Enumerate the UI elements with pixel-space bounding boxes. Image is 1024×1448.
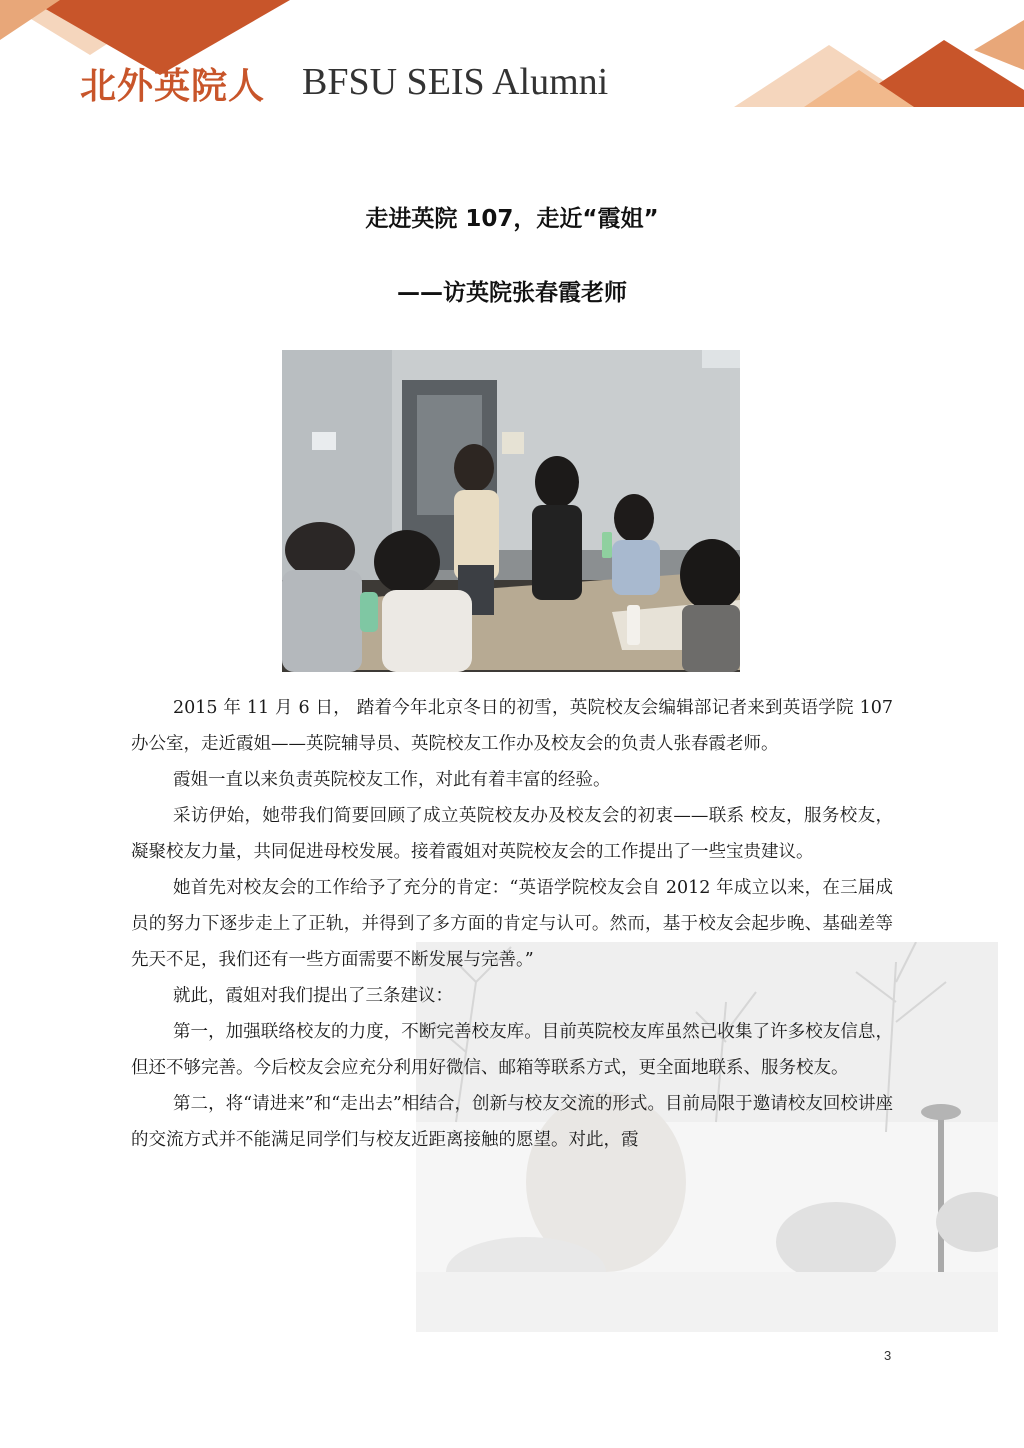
paragraph: 霞姐一直以来负责英院校友工作，对此有着丰富的经验。 [173,770,611,790]
article-subtitle: ——访英院张春霞老师 [397,280,627,306]
article-body [131,690,893,1158]
page-number: 3 [884,1348,892,1363]
paragraph: 第二，将“请进来”和“走出去”相结合，创新与校友交流的形式。目前局限于邀请校友回校讲座的交流方式并不能满足同学们与校友近距离接触的愿望。对此，霞 [131,1094,893,1150]
paragraph: 采访伊始，她带我们简要回顾了成立英院校友办及校友会的初衷——联系 校友，服务校友，凝聚校友力量，共同促进母校发展。接着霞姐对英院校友会的工作提出了一些宝贵建议。 [131,806,893,862]
header-triangle-decoration-right [734,20,1024,110]
paragraph: 2015 年 11 月 6 日， 踏着今年北京冬日的初雪，英院校友会编辑部记者来到英语学院 107 办公室，走近霞姐——英院辅导员、英院校友工作办及校友会的负责人张春霞老师。 [131,698,893,754]
classroom-photo [282,350,740,672]
brand-name-english: BFSU SEIS Alumni [302,61,609,103]
article-title: 走进英院 107，走近“霞姐” [365,206,659,232]
brand-name-chinese: 北外英院人 [80,66,266,107]
paragraph: 她首先对校友会的工作给予了充分的肯定：“英语学院校友会自 2012 年成立以来，在三届成员的努力下逐步走上了正轨，并得到了多方面的肯定与认可。然而，基于校友会起步晚、基础差等先天不足，我们还有一些方面需要不断发展与完善。” [131,878,893,970]
paragraph: 第一，加强联络校友的力度，不断完善校友库。目前英院校友库虽然已收集了许多校友信息，但还不够完善。今后校友会应充分利用好微信、邮箱等联系方式，更全面地联系、服务校友。 [131,1022,893,1078]
paragraph: 就此，霞姐对我们提出了三条建议： [173,986,453,1006]
